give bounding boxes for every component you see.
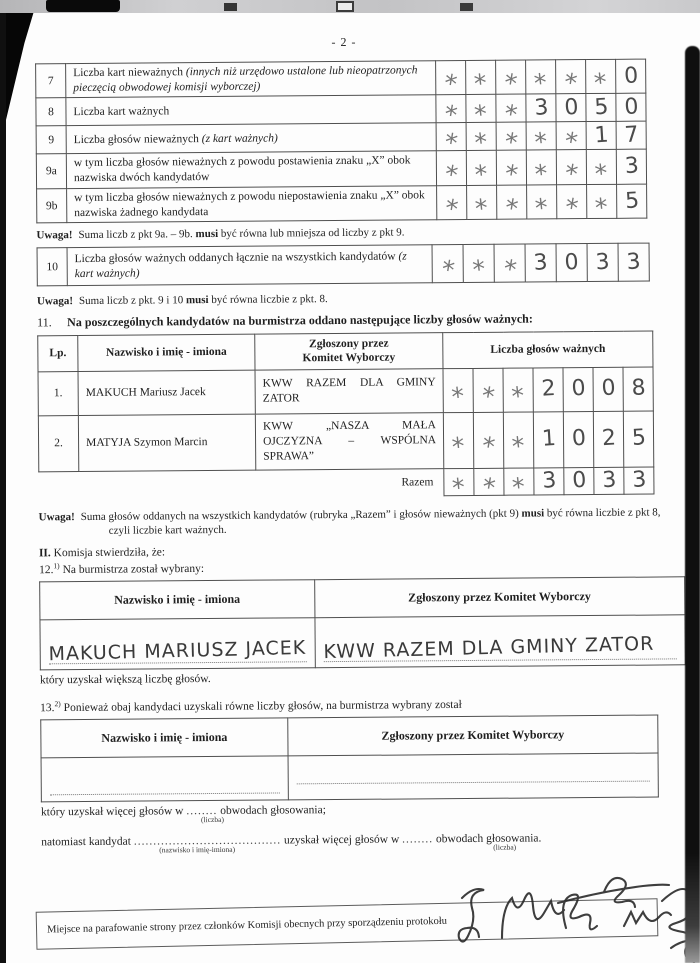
- vote-cell: 3: [618, 243, 649, 281]
- row-number: 9: [36, 126, 66, 154]
- col-header-name: Nazwisko i imię - imiona: [78, 334, 255, 371]
- vote-cell: *: [436, 95, 466, 123]
- vote-cell: *: [463, 244, 494, 282]
- vote-cell: *: [503, 412, 533, 468]
- note-9a-9b: Uwaga! Suma liczb z pkt 9a. – 9b. musi być równa lub mniejsza od liczby z pkt 9.: [36, 226, 405, 242]
- row-label: Liczba kart nieważnych (innych niż urzędowo ustalone lub nieopatrzonych pieczęcią obwodowej komisji wyborczej): [66, 61, 436, 98]
- candidate-index: 1.: [38, 371, 78, 415]
- note-9-10: Uwaga! Suma liczb z pkt. 9 i 10 musi być równa liczbie z pkt. 8.: [36, 293, 328, 308]
- vote-cell: *: [496, 122, 526, 150]
- after-13b-text: natomiast kandydat ...................................... uzyskał więcej głosów w ........ obwodach głosowania.: [41, 832, 542, 849]
- vote-cell: *: [436, 123, 466, 151]
- vote-cell: *: [473, 412, 503, 468]
- vote-cell: 1: [586, 122, 616, 150]
- sublabel-liczba: (liczba): [493, 842, 517, 852]
- handwritten-committee: KWW RAZEM DLA GMINY ZATOR: [322, 632, 655, 664]
- candidates-table: [37, 330, 654, 503]
- vote-cell: 0: [556, 244, 587, 282]
- vote-cell: *: [473, 368, 503, 412]
- handwritten-name: MAKUCH MARIUSZ JACEK: [48, 636, 307, 666]
- vote-cell: 0: [564, 467, 594, 494]
- header-committee: Zgłoszony przez Komitet Wyborczy: [314, 577, 684, 618]
- vote-cell: *: [587, 184, 617, 219]
- row-label: Liczba kart ważnych: [66, 95, 436, 126]
- vote-cell: *: [527, 185, 557, 220]
- vote-cell: 0: [616, 94, 646, 122]
- col-header-votes: Liczba głosów ważnych: [443, 331, 653, 369]
- vote-cell: 3: [616, 150, 646, 185]
- dotted-line: [297, 780, 650, 785]
- vote-cell: *: [474, 468, 504, 495]
- note-razem: Uwaga! Suma głosów oddanych na wszystkich kandydatów (rubryka „Razem” i głosów nieważnych (pkt 9) musi być równa liczbie z pkt 8, czyli liczbie kart ważnych.: [38, 506, 661, 537]
- header-committee: Zgłoszony przez Komitet Wyborczy: [288, 715, 658, 756]
- candidate-committee: KWW RAZEM DLA GMINY ZATOR: [255, 369, 443, 414]
- vote-cell: *: [586, 59, 616, 94]
- vote-cell: *: [466, 151, 496, 186]
- vote-cell: *: [494, 244, 525, 282]
- vote-cell: 2: [533, 368, 563, 412]
- document-page: [0, 10, 700, 858]
- vote-cell: 3: [534, 468, 564, 495]
- scan-mark: [460, 3, 473, 11]
- vote-cell: 3: [526, 94, 556, 122]
- candidate-index: 2.: [38, 415, 78, 471]
- col-header-lp: Lp.: [38, 335, 78, 371]
- row-number: 7: [36, 64, 66, 99]
- scan-mark: [336, 1, 354, 12]
- empty-committee-cell: [288, 753, 658, 800]
- section-11-heading: 11. Na poszczególnych kandydatów na burmistrza oddano następujące liczby głosów ważnych:: [37, 311, 533, 330]
- vote-cell: *: [466, 123, 496, 151]
- vote-cell: *: [496, 60, 526, 95]
- vote-cell: *: [526, 150, 556, 185]
- after-12-text: który uzyskał większą liczbę głosów.: [39, 673, 211, 687]
- elected-mayor-table: [39, 576, 685, 670]
- vote-cell: 0: [556, 94, 586, 122]
- vote-cell: *: [467, 185, 497, 220]
- vote-cell: 5: [623, 411, 653, 467]
- vote-cell: 2: [593, 411, 623, 467]
- dotted-line: [50, 791, 280, 795]
- vote-cell: *: [466, 95, 496, 123]
- scan-black-blob: [46, 0, 120, 12]
- point-13: 13.$^{2)}$ Ponieważ obaj kandydaci uzyskali równe liczby głosów, na burmistrza wybrany został: [40, 699, 462, 715]
- col-header-committee: Zgłoszony przez Komitet Wyborczy: [255, 333, 443, 370]
- paraf-label: Miejsce na parafowanie strony przez członków Komisji obecnych przy sporządzeniu protokołu: [46, 915, 448, 936]
- paraph-2: [502, 893, 564, 938]
- vote-cell: 3: [587, 243, 618, 281]
- signature-scribbles: [428, 856, 700, 963]
- vote-cell: 1: [533, 412, 563, 468]
- vote-cell: *: [556, 122, 586, 150]
- paraph-1: [459, 889, 484, 942]
- scanner-edge-strip: [0, 0, 700, 13]
- vote-cell: 0: [616, 59, 646, 94]
- vote-cell: 5: [586, 94, 616, 122]
- scan-edge-right: [685, 46, 700, 963]
- point-12: 12.$^{1)}$ Na burmistrza został wybrany:: [39, 561, 205, 577]
- elected-name-cell: [40, 618, 315, 670]
- valid-votes-total-table: [37, 243, 650, 287]
- vote-cell: 3: [594, 467, 624, 494]
- vote-cell: *: [504, 468, 534, 495]
- candidate-name: MAKUCH Mariusz Jacek: [78, 370, 255, 415]
- vote-cell: 7: [616, 122, 646, 150]
- sublabel-nazwisko: (nazwisko i imię-imiona): [159, 844, 236, 855]
- vote-cell: 0: [563, 367, 593, 411]
- row-number: 10: [37, 248, 67, 286]
- tiebreak-table: [40, 714, 659, 802]
- row-number: 8: [36, 98, 66, 126]
- vote-cell: *: [526, 122, 556, 150]
- vote-cell: *: [557, 184, 587, 219]
- vote-cell: *: [503, 368, 533, 412]
- ballots-votes-table: [35, 59, 647, 224]
- total-label: Razem: [401, 476, 434, 489]
- section-2-heading: II. Komisja stwierdziła, że:: [38, 546, 166, 560]
- vote-cell: *: [436, 61, 466, 96]
- vote-cell: *: [443, 412, 473, 468]
- vote-cell: *: [496, 94, 526, 122]
- vote-cell: *: [496, 150, 526, 185]
- row-number: 9a: [36, 154, 66, 189]
- vote-cell: *: [443, 368, 473, 412]
- header-name: Nazwisko i imię - imiona: [41, 718, 288, 758]
- scan-mark: [224, 3, 237, 11]
- row-label: Liczba głosów nieważnych (z kart ważnych): [66, 123, 436, 154]
- vote-cell: 3: [624, 467, 654, 494]
- page-number: - 2 -: [331, 34, 357, 50]
- row-number: 9b: [37, 189, 67, 224]
- vote-cell: *: [437, 185, 467, 220]
- vote-cell: 5: [617, 184, 647, 219]
- vote-cell: *: [436, 151, 466, 186]
- vote-cell: 3: [525, 244, 556, 282]
- vote-cell: 8: [623, 367, 653, 411]
- vote-cell: *: [432, 245, 463, 283]
- candidate-committee: KWW „NASZA MAŁA OJCZYZNA – WSPÓLNA SPRAWA”: [255, 413, 443, 470]
- scan-edge-left: [0, 0, 6, 963]
- row-label: w tym liczba głosów nieważnych z powodu postawienia znaku „X” obok nazwiska dwóch kandydatów: [66, 151, 436, 188]
- elected-committee-cell: [315, 615, 685, 668]
- row-label: Liczba głosów ważnych oddanych łącznie na wszystkich kandydatów (z kart ważnych): [67, 245, 432, 286]
- vote-cell: *: [556, 60, 586, 95]
- vote-cell: 0: [563, 411, 593, 467]
- sublabel-liczba: (liczba): [200, 814, 224, 825]
- candidate-name: MATYJA Szymon Marcin: [78, 414, 255, 471]
- vote-cell: 0: [593, 367, 623, 411]
- vote-cell: *: [586, 150, 616, 185]
- vote-cell: *: [497, 185, 527, 220]
- after-13a-text: który uzyskał więcej głosów w ........ obwodach głosowania;: [40, 804, 326, 819]
- header-name: Nazwisko i imię - imiona: [40, 580, 315, 620]
- vote-cell: *: [556, 150, 586, 185]
- row-label: w tym liczba głosów nieważnych z powodu niepostawienia znaku „X” obok nazwiska żadnego kandydata: [67, 186, 437, 223]
- vote-cell: *: [466, 60, 496, 95]
- vote-cell: *: [526, 60, 556, 95]
- paraph-5: [624, 912, 671, 926]
- vote-cell: *: [444, 468, 474, 495]
- empty-name-cell: [41, 756, 288, 802]
